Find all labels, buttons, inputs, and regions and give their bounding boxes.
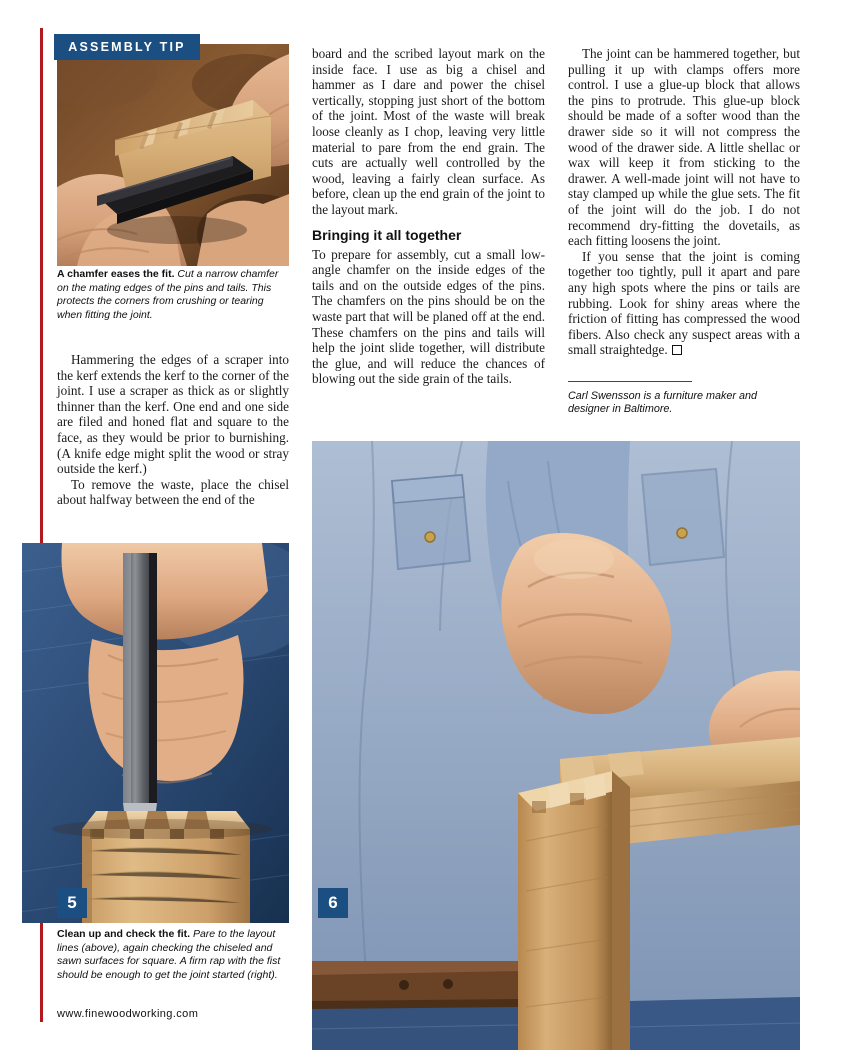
col3-paragraph-1: The joint can be hammered together, but pulling it up with clamps offers more control. I use a glue-up block that allows the pins to protrude. This glue-up block should be made of a softer wood than the drawer side so it will not compress the wood of the drawer side. A little shellac or wax will keep it from sticking to the drawer. A well-made joint will not have to stay clamped up while the glue sets. The fit of the joint will do the job. I do not recommend dry-fitting the dovetails, as each fitting loosens the joint. xyxy=(568,46,800,249)
assembly-tip-label: ASSEMBLY TIP xyxy=(68,40,186,54)
byline-divider xyxy=(568,381,692,382)
photo-6-badge: 6 xyxy=(318,888,348,918)
photo-5-badge: 5 xyxy=(57,888,87,918)
section-subhead: Bringing it all together xyxy=(312,226,462,243)
col1-paragraph-2: To remove the waste, place the chisel about halfway between the end of the xyxy=(57,476,289,508)
photo-5-caption-lead-in: Clean up and check the fit. xyxy=(57,928,191,940)
chamfer-photo xyxy=(57,44,289,266)
photo-5-caption-body: Pare to the layout lines (above), again checking the chiseled and sawn surfaces for square. A firm rap with the fist should be enough to get the joint started (right). xyxy=(57,928,281,981)
fist-rap-photo xyxy=(312,441,800,1050)
author-byline: Carl Swensson is a furniture maker and designer in Baltimore. xyxy=(568,390,758,416)
end-mark-icon xyxy=(672,345,682,355)
chamfer-photo-caption xyxy=(57,268,289,322)
assembly-tip-banner xyxy=(54,34,200,60)
col2-paragraph-2: To prepare for assembly, cut a small low-angle chamfer on the inside edges of the tails and on the outside edges of the pins. The chamfers on the pins should be on the waste part that will be planed off at the end. These chamfers on the pins and tails will help the joint slide together, will distribute the glue, and will reduce the chances of blowing out the side grain of the tails. xyxy=(312,246,545,387)
caption-lead-in: A chamfer eases the fit. xyxy=(57,268,175,280)
col3-paragraph-2-text: If you sense that the joint is coming together too tightly, pull it apart and pare any high spots where the pins or tails are rubbing. Look for shiny areas where the friction of fitting has compressed the wood fibers. Also check any suspect areas with a small straightedge. xyxy=(568,248,800,358)
website-url[interactable]: www.finewoodworking.com xyxy=(57,1008,199,1020)
body-column-1 xyxy=(57,352,289,508)
col2-paragraph-1: board and the scribed layout mark on the inside face. I use as big a chisel and hammer as I dare and power the chisel vertically, stopping just short of the bottom of the joint. Most of the waste will break loose cleanly as I chop, leaving very little material to pare from the end grain. The cuts are actually well controlled by the wood, leaving a fairly clean surface. As before, clean up the end grain of the joint to the layout mark. xyxy=(312,46,545,217)
chisel-paring-photo xyxy=(22,543,289,923)
photo-5-caption xyxy=(57,928,289,982)
body-column-3 xyxy=(568,46,800,358)
caption-body: Cut a narrow chamfer on the mating edges of the pins and tails. This protects the corners from crushing or tearing when fitting the joint. xyxy=(57,268,279,321)
body-column-2 xyxy=(312,46,545,387)
col3-paragraph-2 xyxy=(568,249,800,358)
col1-paragraph-1: Hammering the edges of a scraper into the kerf extends the kerf to the corner of the joint. I use a scraper as thick as or slightly thinner than the kerf. One end and one side are filed and honed flat and square to the face, as they would be prior to burnishing. (A knife edge might split the wood or stray outside the kerf.) xyxy=(57,352,289,477)
